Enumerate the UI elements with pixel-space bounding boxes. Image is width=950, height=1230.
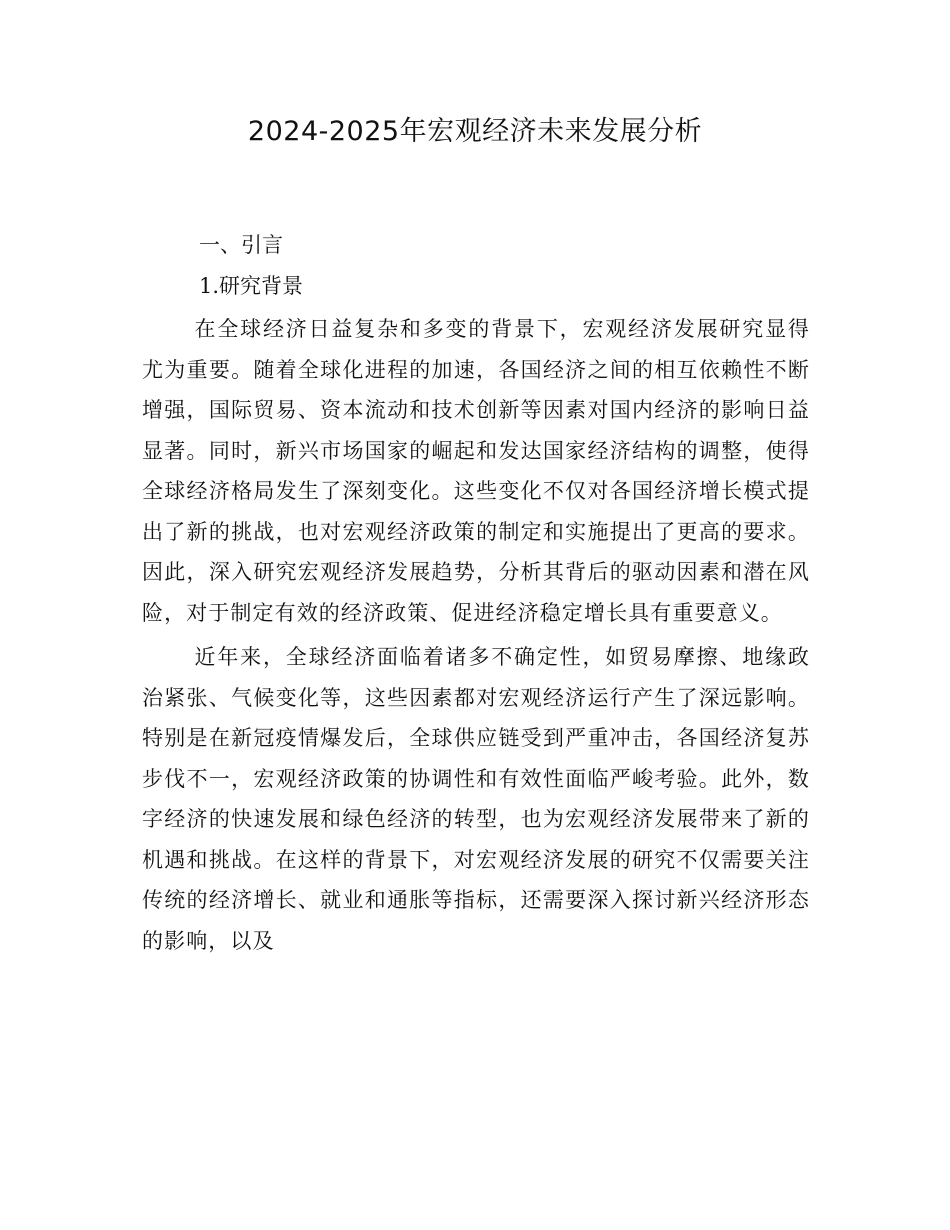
body-paragraph-2: 近年来，全球经济面临着诸多不确定性，如贸易摩擦、地缘政治紧张、气候变化等，这些因素都对宏观经济运行产生了深远影响。特别是在新冠疫情爆发后，全球供应链受到严重冲击，各国经济复苏步伐不一，宏观经济政策的协调性和有效性面临严峻考验。此外，数字经济的快速发展和绿色经济的转型，也为宏观经济发展带来了新的机遇和挑战。在这样的背景下，对宏观经济发展的研究不仅需要关注传统的经济增长、就业和通胀等指标，还需要深入探讨新兴经济形态的影响，以及: [142, 645, 810, 953]
document-body: [142, 226, 810, 961]
subsection-heading: 1.研究背景: [199, 274, 304, 298]
document-title: 2024-2025年宏观经济未来发展分析: [247, 116, 703, 147]
section-heading: 一、引言: [199, 233, 283, 257]
body-paragraph-1: 在全球经济日益复杂和多变的背景下，宏观经济发展研究显得尤为重要。随着全球化进程的加速，各国经济之间的相互依赖性不断增强，国际贸易、资本流动和技术创新等因素对国内经济的影响日益显著。同时，新兴市场国家的崛起和发达国家经济结构的调整，使得全球经济格局发生了深刻变化。这些变化不仅对各国经济增长模式提出了新的挑战，也对宏观经济政策的制定和实施提出了更高的要求。因此，深入研究宏观经济发展趋势，分析其背后的驱动因素和潜在风险，对于制定有效的经济政策、促进经济稳定增长具有重要意义。: [142, 317, 810, 625]
